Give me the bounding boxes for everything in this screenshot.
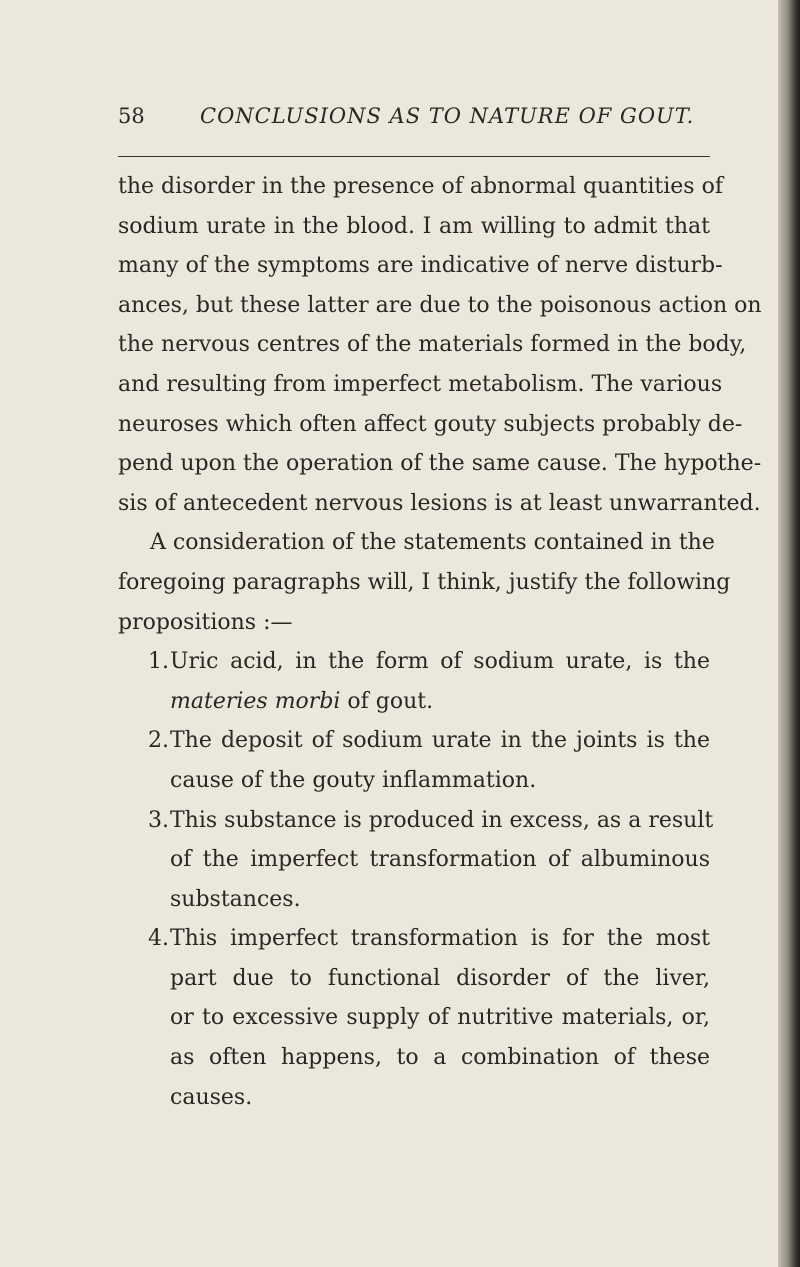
body-text	[118, 167, 762, 1117]
page-header	[118, 100, 710, 140]
page-edge-shadow	[778, 0, 800, 1267]
text-line: causes.	[170, 1084, 253, 1110]
page-number: 58	[118, 104, 145, 128]
text-line: sis of antecedent nervous lesions is at least unwarranted.	[118, 490, 761, 516]
text-line: The deposit of sodium urate in the joints is the	[170, 728, 710, 754]
text-line: Uric acid, in the form of sodium urate, is the	[170, 649, 710, 675]
text-line: pend upon the operation of the same cause. The hypothe-	[118, 451, 762, 477]
running-head: CONCLUSIONS AS TO NATURE OF GOUT.	[200, 104, 695, 128]
text-line: the nervous centres of the materials formed in the body,	[118, 332, 747, 358]
text-line: ances, but these latter are due to the poisonous action on	[118, 292, 762, 318]
text-line: This substance is produced in excess, as a result	[170, 807, 714, 833]
proposition-number: 3.	[148, 807, 169, 833]
proposition-item	[118, 721, 710, 761]
text-line: cause of the gouty inflammation.	[170, 767, 537, 793]
text-line: and resulting from imperfect metabolism. The various	[118, 371, 723, 397]
proposition-number: 4.	[148, 926, 169, 952]
text-line: propositions :—	[118, 609, 293, 635]
text-fragment: of gout.	[340, 688, 434, 714]
text-line: part due to functional disorder of the liver,	[170, 965, 710, 991]
proposition-number: 1.	[148, 649, 169, 675]
text-line: neuroses which often affect gouty subjects probably de-	[118, 411, 743, 437]
text-line: as often happens, to a combination of these	[170, 1045, 710, 1071]
text-line: many of the symptoms are indicative of nerve disturb-	[118, 253, 723, 279]
proposition-number: 2.	[148, 728, 169, 754]
header-rule	[118, 156, 710, 157]
proposition-item	[118, 801, 714, 841]
text-line: of the imperfect transformation of albuminous	[170, 847, 710, 873]
text-line: This imperfect transformation is for the most	[170, 926, 710, 952]
latin-term: materies morbi	[170, 688, 341, 714]
text-line: or to excessive supply of nutritive materials, or,	[170, 1005, 710, 1031]
text-line: A consideration of the statements contained in the	[150, 530, 715, 556]
text-line	[118, 682, 710, 722]
text-line: substances.	[170, 886, 301, 912]
text-line: the disorder in the presence of abnormal quantities of	[118, 174, 723, 199]
text-line: sodium urate in the blood. I am willing to admit that	[118, 213, 710, 239]
proposition-item	[118, 919, 710, 959]
proposition-item	[118, 642, 710, 682]
text-line: foregoing paragraphs will, I think, justify the following	[118, 569, 731, 595]
